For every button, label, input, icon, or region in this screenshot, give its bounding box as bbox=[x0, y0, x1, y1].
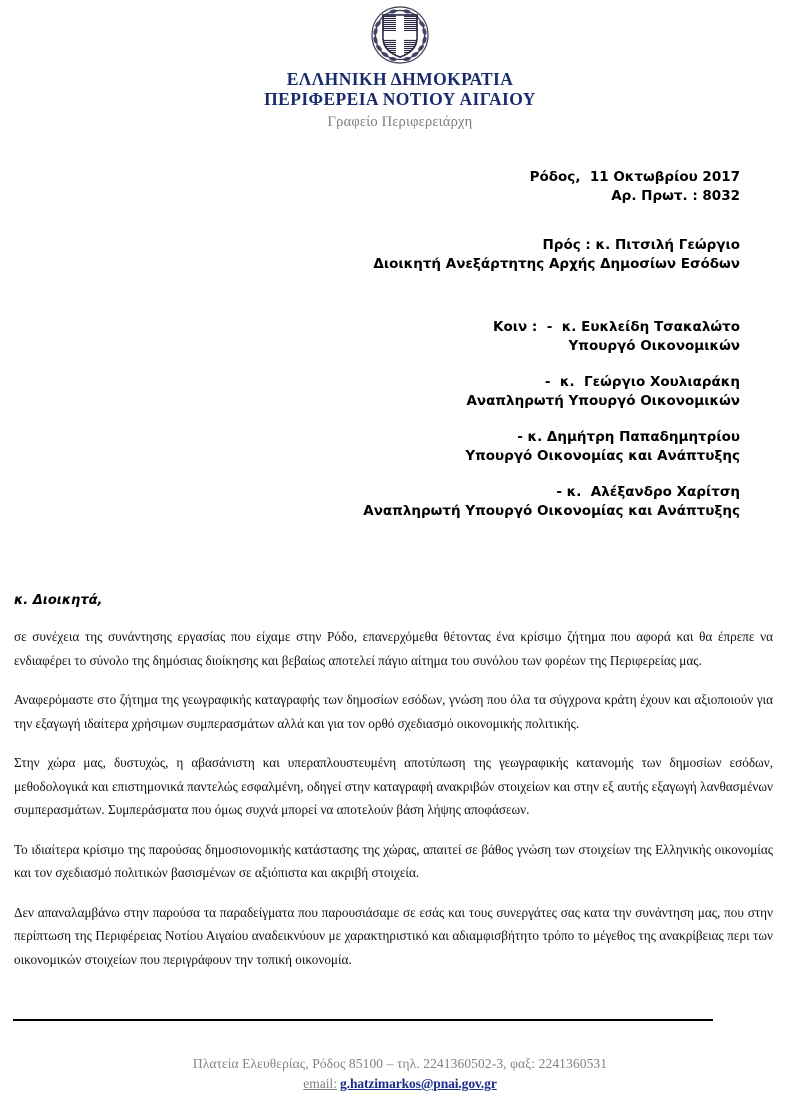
body-paragraph: Δεν απαναλαμβάνω στην παρούσα τα παραδείγματα που παρουσιάσαμε σε εσάς και τους συνεργάτες σας κατα την συνάντηση μας, που στην περίπτωση της Περιφέρειας Νοτίου Αιγαίου αναδεικνύουν με χαρακτηριστικό και αδιαμφισβήτητο τρόπο το μέγεθος της ανακρίβειας περι των οικονομικών στοιχείων που περιγράφουν την τοπική οικονομία. bbox=[14, 904, 773, 967]
body-paragraph: σε συνέχεια της συνάντησης εργασίας που είχαμε στην Ρόδο, επανερχόμεθα θέτοντας ένα κρίσιμο ζήτημα που αφορά και θα έπρεπε να ενδιαφέρει το σύνολο της δημόσιας διοίκησης και βεβαίως αποτελεί πάγιο αίτημα του συνόλου των φορέων της Περιφερείας μας. bbox=[14, 629, 773, 668]
footer-divider bbox=[13, 1019, 713, 1021]
cc-recipient-name: - κ. Αλέξανδρο Χαρίτση bbox=[556, 484, 740, 500]
footer bbox=[0, 1054, 800, 1093]
cc-recipient-name: - κ. Δημήτρη Παπαδημητρίου bbox=[517, 429, 740, 445]
footer-email-line bbox=[0, 1074, 800, 1093]
office-name: Γραφείο Περιφερειάρχη bbox=[327, 114, 473, 130]
salutation: κ. Διοικητά, bbox=[14, 593, 103, 608]
cc-recipient bbox=[0, 428, 740, 466]
cc-recipient-name: - κ. Γεώργιο Χουλιαράκη bbox=[544, 374, 740, 390]
cc-recipient-title: Υπουργό Οικονομίας και Ανάπτυξης bbox=[465, 448, 740, 464]
cc-recipient bbox=[0, 318, 740, 356]
cc-recipients-list bbox=[0, 318, 800, 521]
letterhead bbox=[0, 0, 800, 132]
footer-email-link[interactable]: g.hatzimarkos@pnai.gov.gr bbox=[340, 1076, 497, 1091]
protocol-number: Αρ. Πρωτ. : 8032 bbox=[611, 188, 740, 204]
cc-recipient bbox=[0, 483, 740, 521]
body-paragraph: Το ιδιαίτερα κρίσιμο της παρούσας δημοσιονομικής κατάστασης της χώρας, απαιτεί σε βάθος γνώση των στοιχείων της Ελληνικής οικονομίας και τον σχεδιασμό πολιτικών βασισμένων σε αξιόπιστα και ακριβή στοιχεία. bbox=[14, 841, 773, 880]
org-name-line-2: ΠΕΡΙΦΕΡΕΙΑ ΝΟΤΙΟΥ ΑΙΓΑΙΟΥ bbox=[264, 89, 536, 109]
recipient-name: Πρός : κ. Πιτσιλή Γεώργιο bbox=[542, 237, 740, 253]
letter-body bbox=[0, 593, 800, 971]
recipient-title: Διοικητή Ανεξάρτητης Αρχής Δημοσίων Εσόδων bbox=[373, 256, 740, 272]
cc-recipient bbox=[0, 373, 740, 411]
footer-address: Πλατεία Ελευθερίας, Ρόδος 85100 – τηλ. 2241360502-3, φαξ: 2241360531 bbox=[192, 1056, 608, 1071]
greek-coat-of-arms-icon bbox=[368, 4, 432, 66]
meta-zone bbox=[0, 168, 800, 274]
place-date: Ρόδος, 11 Οκτωβρίου 2017 bbox=[529, 169, 740, 185]
cc-recipient-name: Κοιν : - κ. Ευκλείδη Τσακαλώτο bbox=[493, 319, 740, 335]
date-protocol-block bbox=[0, 168, 740, 206]
body-paragraph: Στην χώρα μας, δυστυχώς, η αβασάνιστη και υπεραπλουστευμένη αποτύπωση της γεωγραφικής κατανομής των δημοσίων εσόδων, μεθοδολογικά και επιστημονικά παντελώς εσφαλμένη, οδηγεί στην καταγραφή ανακριβών στοιχείων και στην εξ αυτής εξαγωγή λανθασμένων συμπερασμάτων. Συμπεράσματα που όμως συχνά μπορεί να αποτελούν βάση λήψης αποφάσεων. bbox=[14, 755, 773, 817]
cc-recipient-title: Αναπληρωτή Υπουργό Οικονομίας και Ανάπτυξης bbox=[363, 503, 740, 519]
body-paragraph: Αναφερόμαστε στο ζήτημα της γεωγραφικής καταγραφής των δημοσίων εσόδων, γνώση που όλα τα σύγχρονα κράτη έχουν και αξιοποιούν για την εξαγωγή ιδαίτερα χρήσιμων συμπερασμάτων αλλά και για τον ορθό σχεδιασμό οικονομικής πολιτικής. bbox=[14, 692, 773, 731]
cc-recipient-title: Υπουργό Οικονομικών bbox=[568, 338, 740, 354]
cc-recipient-title: Αναπληρωτή Υπουργό Οικονομικών bbox=[466, 393, 740, 409]
recipient-block bbox=[0, 236, 740, 274]
org-name-line-1: ΕΛΛΗΝΙΚΗ ΔΗΜΟΚΡΑΤΙΑ bbox=[286, 69, 514, 89]
footer-email-label: email: bbox=[303, 1076, 338, 1091]
